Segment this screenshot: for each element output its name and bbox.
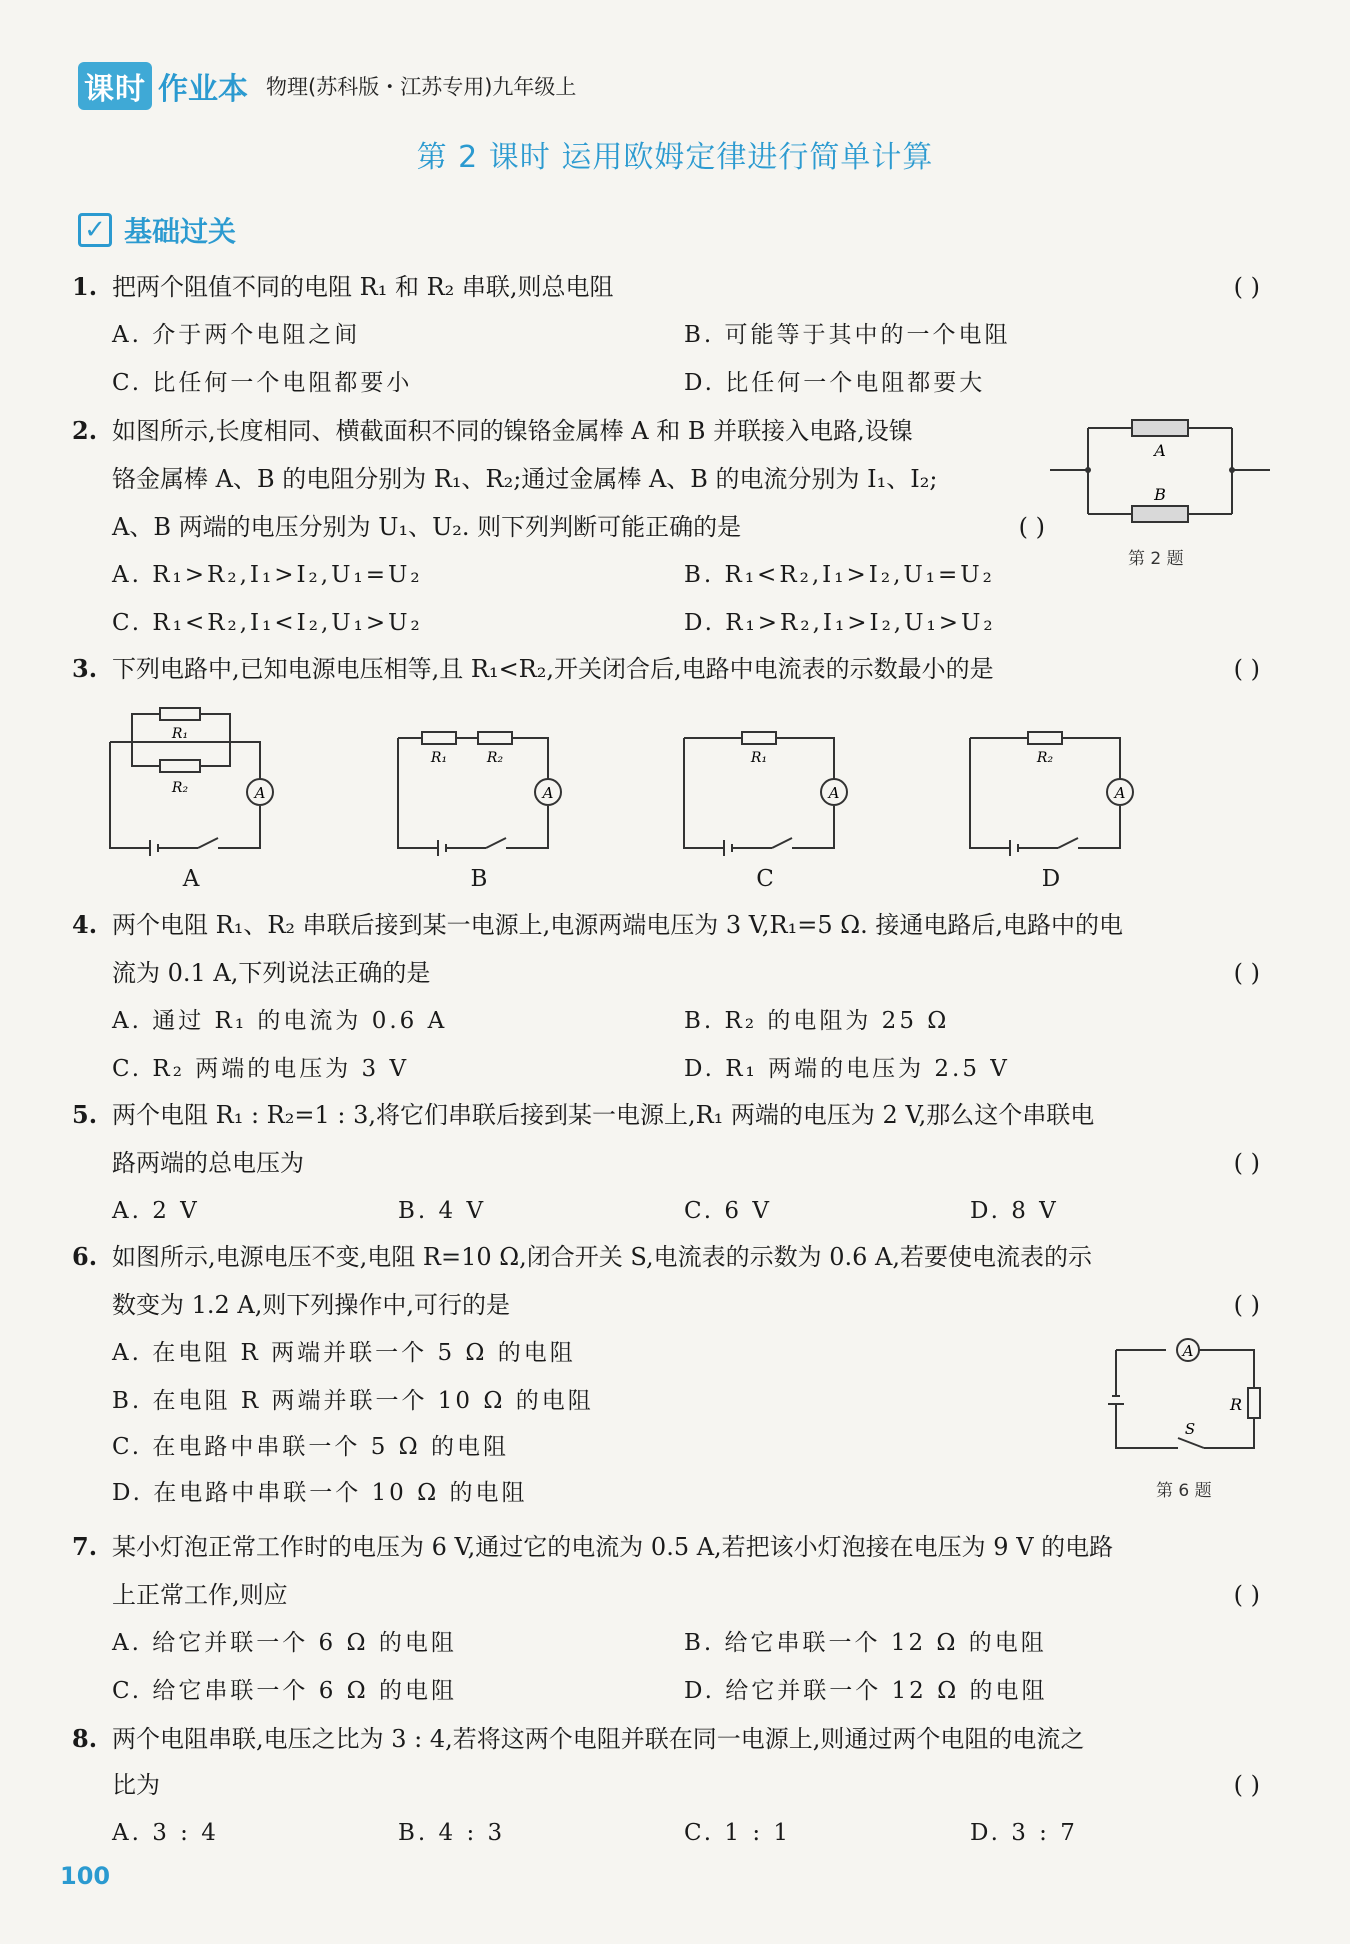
question-number: 3. xyxy=(72,654,98,683)
r2-label: R₂ xyxy=(486,750,504,766)
circuit-option-label: C xyxy=(756,866,774,892)
option-a: A. 在电阻 R 两端并联一个 5 Ω 的电阻 xyxy=(112,1340,576,1366)
option-a: A. 3 : 4 xyxy=(112,1820,219,1846)
option-b: B. 给它串联一个 12 Ω 的电阻 xyxy=(684,1630,1047,1656)
question-text: A、B 两端的电压分别为 U₁、U₂. 则下列判断可能正确的是 xyxy=(112,513,742,541)
circuit-diagram-b xyxy=(394,700,564,860)
book-subtitle: 物理(苏科版・江苏专用)九年级上 xyxy=(266,75,577,99)
option-d: D. 给它并联一个 12 Ω 的电阻 xyxy=(684,1678,1048,1704)
circuit-diagram-d xyxy=(966,700,1136,860)
question-text: 两个电阻 R₁ : R₂=1 : 3,将它们串联后接到某一电源上,R₁ 两端的电压为 2 V,那么这个串联电 xyxy=(112,1101,1095,1129)
answer-bracket: ( ) xyxy=(1233,655,1260,683)
option-a: A. R₁>R₂,I₁>I₂,U₁=U₂ xyxy=(112,562,423,588)
option-c: C. 1 : 1 xyxy=(684,1820,792,1846)
answer-bracket: ( ) xyxy=(1233,959,1260,987)
option-a: A. 给它并联一个 6 Ω 的电阻 xyxy=(112,1630,457,1656)
figure-caption: 第 2 题 xyxy=(1128,549,1184,569)
circuit-option-label: A xyxy=(182,866,200,892)
answer-bracket: ( ) xyxy=(1233,1149,1260,1177)
option-b: B. 4 V xyxy=(398,1198,487,1224)
option-a: A. 通过 R₁ 的电流为 0.6 A xyxy=(112,1008,448,1034)
r1-label: R₁ xyxy=(171,726,189,742)
resistor-label: R xyxy=(1229,1395,1243,1414)
circuit-diagram-a xyxy=(106,700,276,860)
figure-caption: 第 6 题 xyxy=(1156,1481,1212,1501)
question-number: 2. xyxy=(72,416,98,445)
option-c: C. 给它串联一个 6 Ω 的电阻 xyxy=(112,1678,458,1704)
question-text: 某小灯泡正常工作时的电压为 6 V,通过它的电流为 0.5 A,若把该小灯泡接在电压为 9 V 的电路 xyxy=(112,1533,1114,1561)
option-d: D. R₁ 两端的电压为 2.5 V xyxy=(684,1056,1010,1082)
question-text: 比为 xyxy=(112,1771,160,1799)
option-b: B. 可能等于其中的一个电阻 xyxy=(684,322,1011,348)
answer-bracket: ( ) xyxy=(1233,1771,1260,1799)
question-number: 5. xyxy=(72,1100,98,1129)
header xyxy=(78,62,576,110)
checkbox-icon: ✓ xyxy=(78,213,112,247)
question-text: 把两个阻值不同的电阻 R₁ 和 R₂ 串联,则总电阻 xyxy=(112,273,614,301)
rod-a-label: A xyxy=(1154,441,1166,460)
option-d: D. 在电路中串联一个 10 Ω 的电阻 xyxy=(112,1480,528,1506)
r2-label: R₂ xyxy=(171,780,189,796)
option-b: B. 4 : 3 xyxy=(398,1820,506,1846)
option-c: C. R₂ 两端的电压为 3 V xyxy=(112,1056,410,1082)
option-a: A. 2 V xyxy=(112,1198,200,1224)
option-d: D. R₁>R₂,I₁>I₂,U₁>U₂ xyxy=(684,610,996,636)
section-heading xyxy=(78,210,236,250)
question-number: 7. xyxy=(72,1532,98,1561)
question-text: 数变为 1.2 A,则下列操作中,可行的是 xyxy=(112,1291,511,1319)
answer-bracket: ( ) xyxy=(1233,1581,1260,1609)
circuit-diagram-c xyxy=(680,700,850,860)
ammeter-label: A xyxy=(542,784,554,802)
circuit-figure-q2 xyxy=(1050,410,1270,530)
question-text: 流为 0.1 A,下列说法正确的是 xyxy=(112,959,431,987)
option-a: A. 介于两个电阻之间 xyxy=(112,322,361,348)
switch-label: S xyxy=(1184,1420,1196,1438)
option-c: C. 6 V xyxy=(684,1198,772,1224)
question-number: 8. xyxy=(72,1724,98,1753)
question-text: 如图所示,长度相同、横截面积不同的镍铬金属棒 A 和 B 并联接入电路,设镍 xyxy=(112,417,913,445)
lesson-title: 第 2 课时 运用欧姆定律进行简单计算 xyxy=(416,140,934,175)
ammeter-label: A xyxy=(1114,784,1126,802)
question-text: 下列电路中,已知电源电压相等,且 R₁<R₂,开关闭合后,电路中电流表的示数最小的是 xyxy=(112,655,994,683)
answer-bracket: ( ) xyxy=(1233,273,1260,301)
r2-label: R₂ xyxy=(1036,750,1054,766)
option-d: D. 3 : 7 xyxy=(970,1820,1078,1846)
circuit-option-label: B xyxy=(470,866,488,892)
rod-b-label: B xyxy=(1154,485,1166,504)
ammeter-label: A xyxy=(828,784,840,802)
question-text: 两个电阻 R₁、R₂ 串联后接到某一电源上,电源两端电压为 3 V,R₁=5 Ω. 接通电路后,电路中的电 xyxy=(112,911,1124,939)
r1-label: R₁ xyxy=(430,750,448,766)
page-number: 100 xyxy=(60,1862,111,1890)
question-number: 1. xyxy=(72,272,98,301)
section-title: 基础过关 xyxy=(124,215,237,248)
ammeter-label: A xyxy=(254,784,266,802)
question-number: 6. xyxy=(72,1242,98,1271)
option-c: C. R₁<R₂,I₁<I₂,U₁>U₂ xyxy=(112,610,423,636)
option-b: B. 在电阻 R 两端并联一个 10 Ω 的电阻 xyxy=(112,1388,594,1414)
option-d: D. 8 V xyxy=(970,1198,1059,1224)
question-text: 路两端的总电压为 xyxy=(112,1149,304,1177)
option-c: C. 比任何一个电阻都要小 xyxy=(112,370,413,396)
option-c: C. 在电路中串联一个 5 Ω 的电阻 xyxy=(112,1434,510,1460)
brand-name: 作业本 xyxy=(158,72,248,107)
answer-bracket: ( ) xyxy=(1233,1291,1260,1319)
r1-label: R₁ xyxy=(750,750,768,766)
question-text: 上正常工作,则应 xyxy=(112,1581,288,1609)
ammeter-label: A xyxy=(1182,1342,1194,1360)
question-text: 如图所示,电源电压不变,电阻 R=10 Ω,闭合开关 S,电流表的示数为 0.6 A,若要使电流表的示 xyxy=(112,1243,1092,1271)
option-d: D. 比任何一个电阻都要大 xyxy=(684,370,986,396)
question-text: 两个电阻串联,电压之比为 3 : 4,若将这两个电阻并联在同一电源上,则通过两个电阻的电流之 xyxy=(112,1725,1085,1753)
question-number: 4. xyxy=(72,910,98,939)
brand-logo: 课时 xyxy=(78,62,152,110)
question-text: 铬金属棒 A、B 的电阻分别为 R₁、R₂;通过金属棒 A、B 的电流分别为 I₁、I₂; xyxy=(112,465,938,493)
circuit-option-label: D xyxy=(1041,866,1061,892)
option-b: B. R₁<R₂,I₁>I₂,U₁=U₂ xyxy=(684,562,995,588)
circuit-figure-q6 xyxy=(1106,1330,1266,1460)
option-b: B. R₂ 的电阻为 25 Ω xyxy=(684,1008,950,1034)
answer-bracket: ( ) xyxy=(1018,513,1045,541)
